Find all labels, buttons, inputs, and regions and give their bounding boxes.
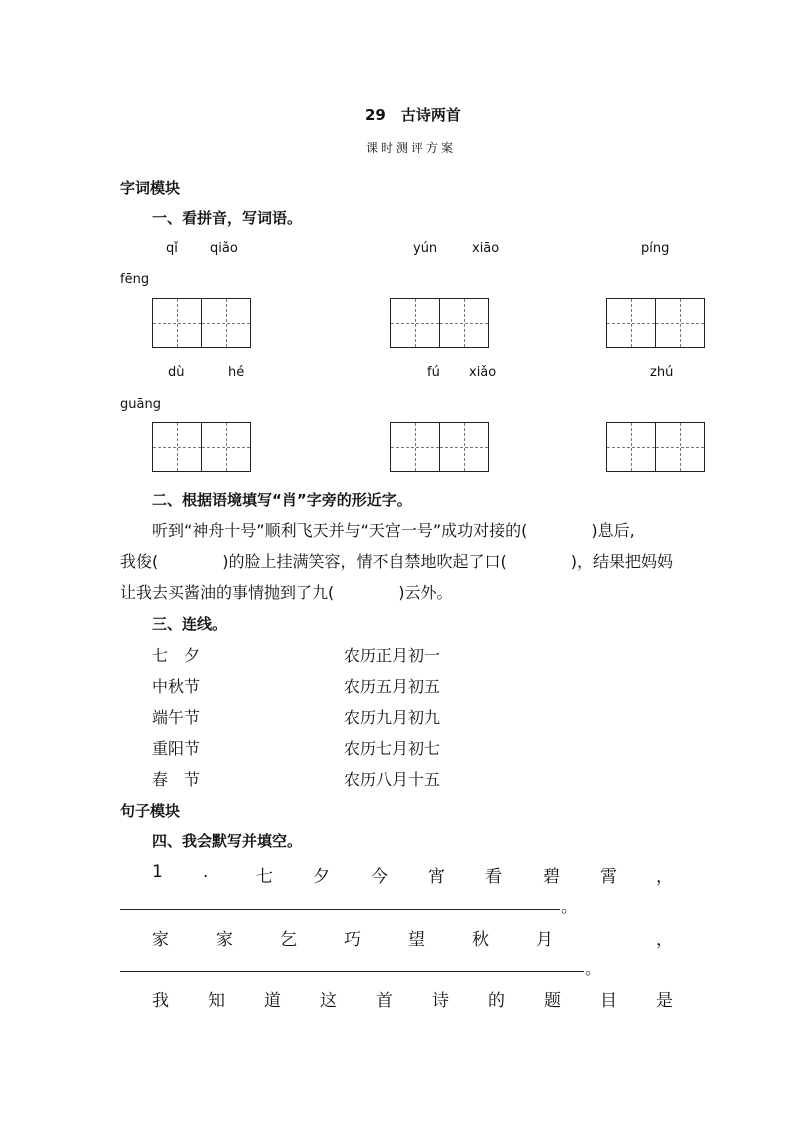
- festival-item[interactable]: 端午节: [152, 708, 201, 727]
- poem-char: 知: [208, 991, 225, 1011]
- pinyin: fēng: [120, 272, 150, 287]
- poem-char: 这: [320, 991, 337, 1011]
- answer-line[interactable]: [120, 909, 560, 910]
- fill-text-line: 让我去买酱油的事情抛到了九( )云外。: [120, 583, 453, 602]
- writing-grid[interactable]: [152, 422, 251, 472]
- poem-char: 宵: [428, 867, 445, 887]
- line-end-mark: 。: [561, 897, 578, 916]
- festival-item[interactable]: 七 夕: [152, 646, 201, 665]
- poem-char: 是: [656, 991, 673, 1011]
- poem-char: 望: [408, 930, 425, 950]
- poem-char: 目: [600, 991, 617, 1011]
- festival-item[interactable]: 重阳节: [152, 739, 201, 758]
- question-4-title: 四、我会默写并填空。: [152, 832, 303, 850]
- festival-item[interactable]: 春 节: [152, 770, 201, 789]
- poem-char: .: [203, 862, 209, 882]
- section-words: 字词模块: [120, 179, 181, 197]
- answer-line[interactable]: [120, 971, 584, 972]
- pinyin: hé: [228, 365, 245, 380]
- section-sentences: 句子模块: [120, 802, 181, 820]
- date-item[interactable]: 农历七月初七: [344, 739, 441, 758]
- poem-char: 诗: [432, 991, 449, 1011]
- pinyin: fú: [427, 365, 440, 380]
- poem-char: 家: [216, 930, 233, 950]
- page-subtitle: 课时测评方案: [366, 141, 457, 155]
- writing-grid[interactable]: [606, 298, 705, 348]
- writing-grid[interactable]: [390, 298, 489, 348]
- poem-char: 看: [485, 867, 502, 887]
- poem-char: 家: [152, 930, 169, 950]
- writing-grid[interactable]: [606, 422, 705, 472]
- pinyin: zhú: [650, 365, 674, 380]
- writing-grid[interactable]: [152, 298, 251, 348]
- poem-char: 七: [256, 867, 273, 887]
- poem-char: 秋: [472, 930, 489, 950]
- festival-item[interactable]: 中秋节: [152, 677, 201, 696]
- poem-char: 月: [536, 930, 553, 950]
- poem-char: 我: [152, 991, 169, 1011]
- date-item[interactable]: 农历五月初五: [344, 677, 441, 696]
- poem-char: ，: [656, 867, 673, 887]
- pinyin: yún: [413, 241, 438, 256]
- pinyin: qǐ: [166, 241, 178, 256]
- date-item[interactable]: 农历正月初一: [344, 646, 441, 665]
- poem-char: 乞: [280, 930, 297, 950]
- poem-char: 首: [376, 991, 393, 1011]
- poem-char: 今: [371, 867, 388, 887]
- pinyin: dù: [168, 365, 185, 380]
- poem-char: 夕: [313, 867, 330, 887]
- writing-grid[interactable]: [390, 422, 489, 472]
- poem-char: 题: [544, 991, 561, 1011]
- pinyin: xiāo: [472, 241, 500, 256]
- date-item[interactable]: 农历九月初九: [344, 708, 441, 727]
- poem-char: 1: [152, 862, 163, 882]
- poem-char: 霄: [600, 867, 617, 887]
- pinyin: guāng: [120, 397, 161, 412]
- pinyin: qiǎo: [210, 241, 238, 256]
- date-item[interactable]: 农历八月十五: [344, 770, 441, 789]
- poem-char: 碧: [543, 867, 560, 887]
- question-1-title: 一、看拼音，写词语。: [152, 209, 303, 227]
- pinyin: xiǎo: [469, 365, 497, 380]
- poem-char: 道: [264, 991, 281, 1011]
- question-3-title: 三、连线。: [152, 615, 228, 633]
- line-end-mark: 。: [585, 959, 602, 978]
- poem-char: 的: [488, 991, 505, 1011]
- fill-text-line: 我俊( )的脸上挂满笑容，情不自禁地吹起了口( )，结果把妈妈: [120, 552, 673, 571]
- page-title: 29 古诗两首: [365, 106, 461, 124]
- poem-char: 巧: [344, 930, 361, 950]
- fill-text-line: 听到“神舟十号”顺利飞天并与“天宫一号”成功对接的( )息后,: [152, 521, 635, 540]
- question-2-title: 二、根据语境填写“肖”字旁的形近字。: [152, 491, 412, 509]
- poem-char: ，: [656, 930, 673, 950]
- pinyin: píng: [641, 241, 670, 256]
